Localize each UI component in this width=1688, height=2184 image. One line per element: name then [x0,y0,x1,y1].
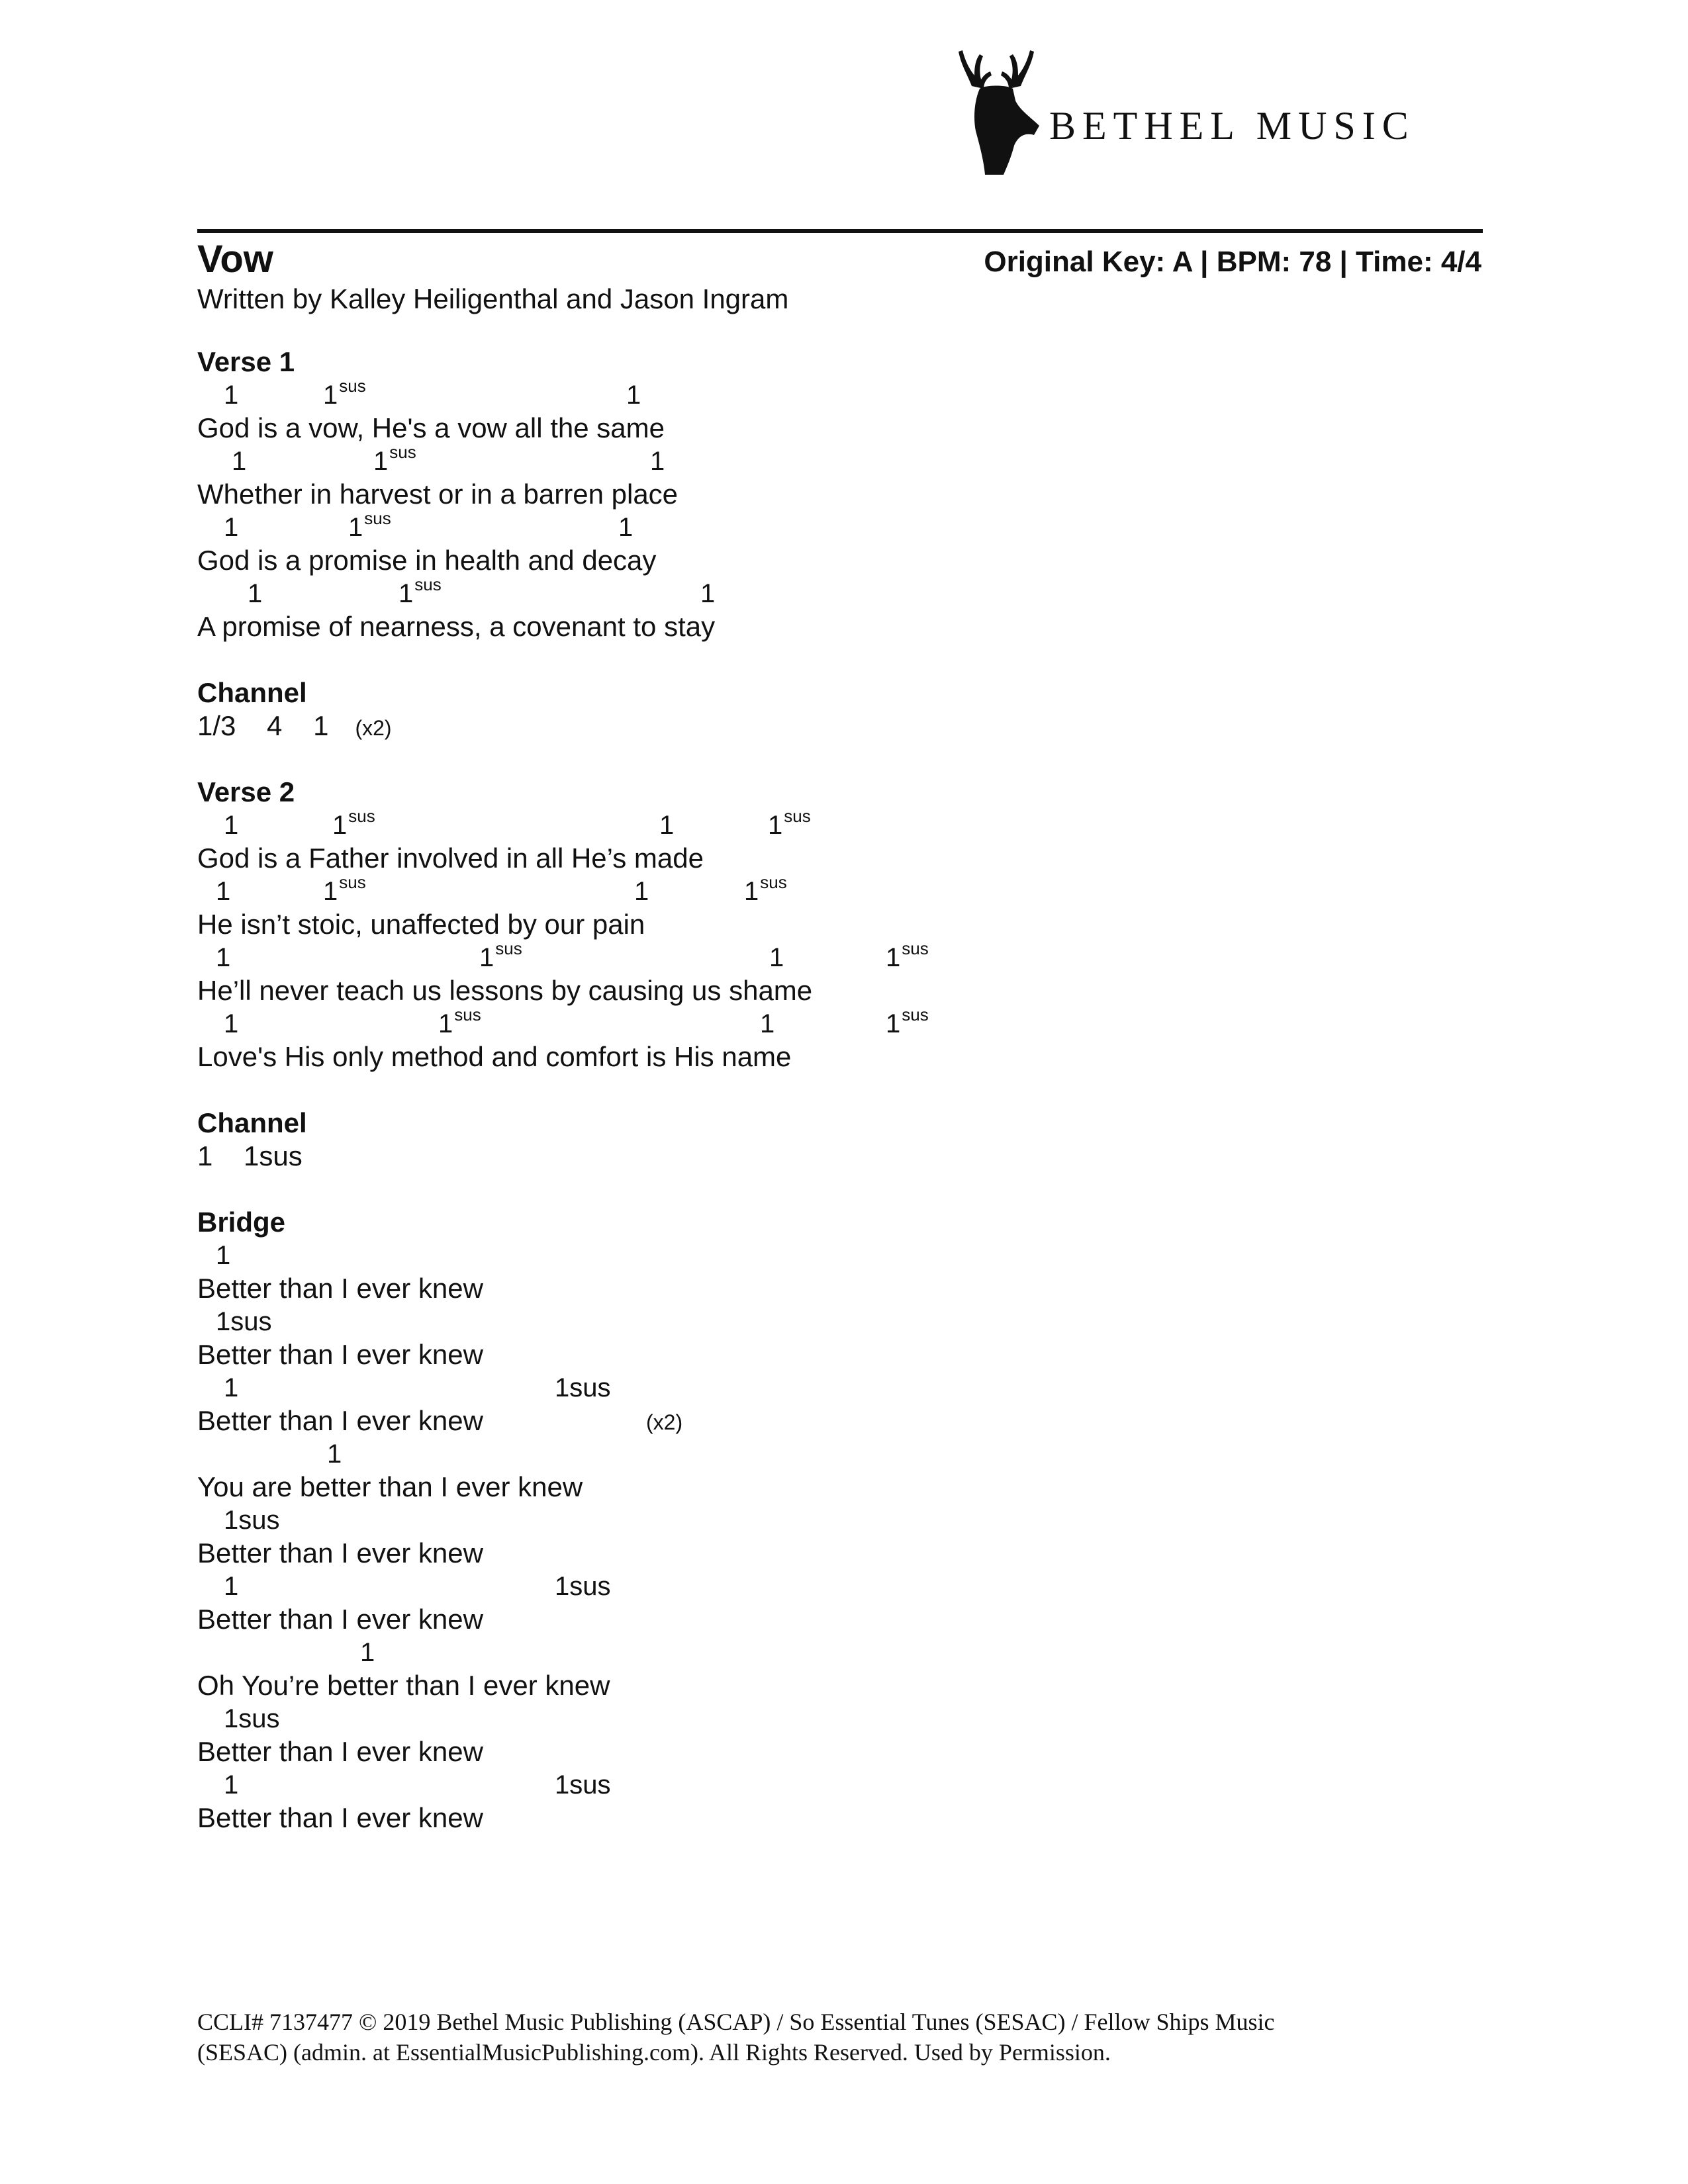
chord-row [197,442,1481,478]
chord: 1 [626,381,641,410]
lyric-line: He isn’t stoic, unaffected by our pain [197,909,645,940]
lyric-line: Whether in harvest or in a barren place [197,478,679,510]
chord: 1sus [224,1506,280,1535]
chord: 1 [634,877,649,906]
chord: $1^{sus}$ [768,806,811,840]
chord-row [197,1636,1481,1669]
chord: 1sus [224,1704,280,1733]
chord-row [197,872,1481,908]
bethel-music-logo [947,46,1476,179]
chord: 1sus [555,1572,611,1601]
lyric-line: Oh You’re better than I ever knew [197,1670,610,1701]
chord: $1^{sus}$ [399,574,442,608]
lyric-line: You are better than I ever knew [197,1471,583,1502]
lyric-line: A promise of nearness, a covenant to stay [197,611,716,642]
chord: 1 [360,1638,375,1667]
chord-row [197,574,1481,610]
lyric-line: Better than I ever knew (x2) [197,1404,1481,1437]
chord: $1^{sus}$ [323,376,366,410]
chord: 1 [769,943,784,972]
chord-row [197,938,1481,974]
lyric-line: Better than I ever knew [197,1537,483,1569]
bridge [197,1206,1481,1835]
section-title: Channel [197,677,307,708]
chord: 1 [224,1373,239,1402]
copyright-line: (SESAC) (admin. at EssentialMusicPublishing.com). All Rights Reserved. Used by Permission. [197,2039,1111,2066]
chord: $1^{sus}$ [479,938,522,972]
lyric-line: God is a Father involved in all He’s made [197,842,704,874]
chord-row [197,1371,1481,1404]
chord: 1 [327,1439,342,1469]
lyric-line: God is a vow, He's a vow all the same [197,412,665,443]
chord-row [197,1504,1481,1537]
repeat-mark: (x2) [355,716,392,740]
verse-1 [197,345,1481,643]
chord: 1 [224,381,239,410]
chord: $1^{sus}$ [886,938,929,972]
chord-row [197,806,1481,842]
copyright-line: CCLI# 7137477 © 2019 Bethel Music Publishing (ASCAP) / So Essential Tunes (SESAC) / Fellow Ships Music [197,2009,1275,2035]
chord: 1 [216,1241,231,1270]
brand-name: BETHEL MUSIC [1049,104,1415,148]
chord: 1sus [555,1770,611,1799]
section-title: Verse 1 [197,346,295,377]
chord: 1 [700,579,716,608]
chord: $1^{sus}$ [332,806,375,840]
header-rule [197,229,1483,233]
lyric-line: Better than I ever knew [197,1802,483,1833]
chord: 1 [224,1009,239,1038]
chord: $1^{sus}$ [886,1005,929,1038]
chord-row [197,1570,1481,1603]
chord: 1 [216,877,231,906]
section-title: Channel [197,1107,307,1138]
verse-2 [197,776,1481,1073]
chord: 1sus [216,1307,272,1336]
chord-row [197,1007,1481,1040]
chord-row [197,508,1481,544]
chord: 1 [224,1572,239,1601]
chord: 1 [760,1009,775,1038]
channel-2 [197,1107,1481,1173]
chord: 1 [650,447,665,476]
lyric-line: Better than I ever knew [197,1339,483,1370]
deer-head-icon [947,46,1046,179]
chord-chart [197,345,1481,1868]
chord-row [197,1702,1481,1735]
channel-1 [197,676,1481,743]
chord: 1 [224,1770,239,1799]
song-meta: Original Key: A | BPM: 78 | Time: 4/4 [984,246,1481,278]
repeat-mark: (x2) [646,1410,683,1434]
lyric-line: Love's His only method and comfort is His name [197,1041,792,1072]
chord: $1^{sus}$ [348,508,391,542]
chord: 1 [618,513,633,542]
chord-row [197,1305,1481,1338]
section-title: Bridge [197,1206,286,1238]
chord: 1 [659,811,675,840]
chord: 1 [248,579,263,608]
chord: 1 [224,811,239,840]
lyric-line: Better than I ever knew [197,1736,483,1767]
chord: 1 [232,447,247,476]
chord: $1^{sus}$ [373,442,416,476]
lyric-line: God is a promise in health and decay [197,545,657,576]
chord-row [197,1239,1481,1272]
chord-progression: 1 1sus [197,1140,303,1171]
song-writers: Written by Kalley Heiligenthal and Jason Ingram [197,283,789,314]
section-title: Verse 2 [197,776,295,807]
chord-progression: 1/3 4 1 (x2) [197,710,392,741]
chord: $1^{sus}$ [438,1005,481,1038]
lyric-line: Better than I ever knew [197,1604,483,1635]
chord: 1 [216,943,231,972]
lyric-line: Better than I ever knew [197,1273,483,1304]
song-title: Vow [197,238,273,281]
chord: 1sus [555,1373,611,1402]
chord-row [197,1437,1481,1471]
copyright-footer [197,2007,1495,2068]
chord: $1^{sus}$ [323,872,366,906]
chord: $1^{sus}$ [744,872,787,906]
chord-row [197,1768,1481,1801]
chord: 1 [224,513,239,542]
chord-row [197,376,1481,412]
lyric-line: He’ll never teach us lessons by causing us shame [197,975,813,1006]
